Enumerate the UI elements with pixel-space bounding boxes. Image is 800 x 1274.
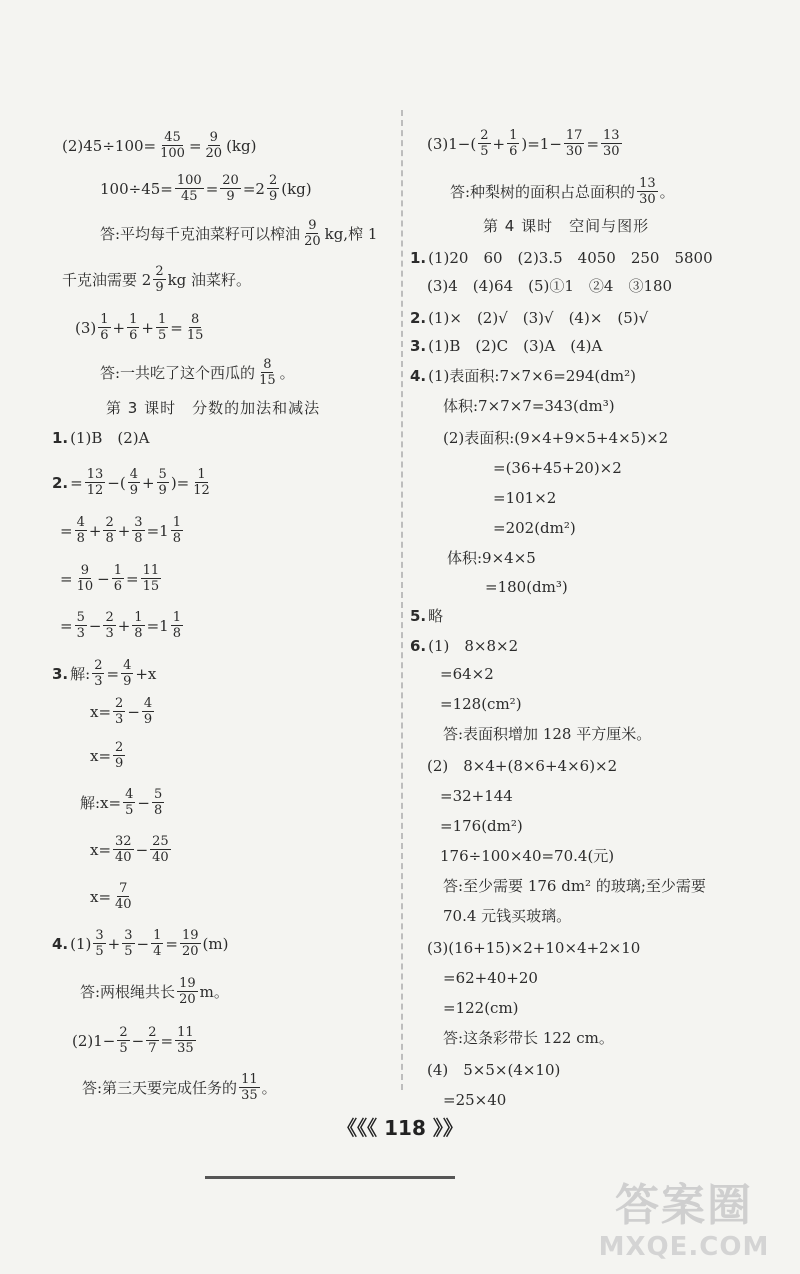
denominator: 7 — [148, 1041, 157, 1056]
fraction — [185, 312, 206, 343]
expr-text: 100÷45= — [100, 179, 173, 198]
expr-text: (1) 8×8×2 — [428, 637, 519, 655]
denominator: 8 — [153, 803, 163, 818]
denominator: 3 — [115, 712, 124, 727]
denominator: 100 — [160, 146, 185, 161]
expr-text: −( — [107, 473, 126, 492]
expr-text: + — [88, 521, 102, 540]
numerator: 1 — [134, 610, 143, 625]
expr-text: − — [97, 569, 110, 588]
denominator: 3 — [76, 626, 85, 641]
denominator: 5 — [95, 944, 104, 959]
denominator: 30 — [639, 192, 656, 207]
numerator: 17 — [565, 128, 583, 143]
expr-text: 解: — [70, 664, 91, 683]
expr-text: = — [125, 569, 139, 588]
numerator: 1 — [153, 928, 162, 943]
column-divider — [401, 110, 403, 1090]
fraction — [153, 264, 165, 295]
denominator: 9 — [155, 280, 164, 295]
denominator: 6 — [113, 579, 122, 594]
expr-text: (3)1−( — [427, 134, 477, 153]
numerator: 4 — [129, 467, 138, 482]
numerator: 3 — [95, 928, 104, 943]
numerator: 5 — [76, 610, 85, 625]
expr-text: = — [188, 136, 202, 155]
expr-text: kg,榨 1 — [324, 224, 378, 243]
numerator: 2 — [480, 128, 489, 143]
numerator: 2 — [268, 173, 278, 188]
expr-text: = — [60, 616, 73, 635]
denominator: 9 — [129, 483, 138, 498]
fraction — [204, 130, 225, 161]
question-number: 1. — [410, 249, 427, 267]
numerator: 5 — [158, 467, 167, 482]
denominator: 9 — [123, 674, 132, 689]
expr-text: − — [88, 616, 102, 635]
expr-text: (3) — [75, 318, 97, 337]
fraction — [112, 563, 124, 594]
answer-line — [410, 248, 713, 268]
denominator: 20 — [179, 992, 196, 1007]
expr-text: − — [135, 840, 149, 859]
fraction — [171, 610, 183, 641]
fraction — [239, 1072, 260, 1103]
answer-line: =101×2 — [493, 489, 557, 507]
fraction — [180, 928, 201, 959]
section-heading: 第 3 课时 分数的加法和减法 — [106, 399, 321, 417]
answer-line — [60, 610, 185, 641]
page-number-left-bracket: 《《《 — [337, 1116, 378, 1140]
numerator: 4 — [143, 696, 153, 711]
numerator: 100 — [176, 173, 202, 188]
answer-line — [52, 658, 156, 689]
answer-line — [60, 515, 185, 546]
answer-line — [90, 834, 173, 865]
question-number: 6. — [410, 637, 427, 655]
denominator: 40 — [115, 897, 132, 912]
expr-text: = — [165, 934, 178, 953]
answer-line — [80, 787, 166, 818]
question-number: 5. — [410, 607, 427, 625]
answer-line: 体积:9×4×5 — [447, 549, 536, 567]
denominator: 5 — [119, 1041, 128, 1056]
expr-text: 略 — [428, 607, 444, 625]
fraction — [92, 658, 104, 689]
question-number: 4. — [52, 934, 69, 953]
expr-text: m。 — [199, 982, 229, 1001]
answer-line — [60, 563, 163, 594]
fraction — [146, 1025, 158, 1056]
answer-line — [72, 1025, 198, 1056]
numerator: 13 — [603, 128, 620, 143]
denominator: 12 — [86, 483, 104, 498]
answer-line: =(36+45+20)×2 — [493, 459, 622, 477]
answer-line — [62, 130, 256, 161]
denominator: 30 — [565, 144, 583, 159]
expr-text: (1)× (2)√ (3)√ (4)× (5)√ — [428, 309, 649, 327]
denominator: 5 — [480, 144, 489, 159]
denominator: 8 — [172, 626, 181, 641]
fraction — [117, 1025, 129, 1056]
fraction — [121, 658, 133, 689]
answer-line: =176(dm²) — [440, 817, 523, 835]
answer-line: =128(cm²) — [440, 695, 522, 713]
fraction — [257, 357, 278, 388]
numerator: 32 — [115, 834, 132, 849]
expr-text: 。 — [279, 363, 295, 382]
denominator: 40 — [152, 850, 169, 865]
numerator: 13 — [639, 176, 656, 191]
answer-line — [100, 357, 295, 388]
answer-line: =32+144 — [440, 787, 513, 805]
expr-text: (kg) — [226, 136, 257, 155]
expr-text: − — [127, 702, 140, 721]
answer-line: =202(dm²) — [493, 519, 576, 537]
fraction — [564, 128, 585, 159]
answer-line — [80, 976, 229, 1007]
fraction — [156, 312, 168, 343]
answer-line: (2)表面积:(9×4+9×5+4×5)×2 — [443, 429, 669, 447]
denominator: 5 — [157, 328, 167, 343]
expr-text: − — [136, 934, 150, 953]
expr-text: 答:两根绳共长 — [80, 982, 176, 1001]
answer-line — [90, 881, 136, 912]
numerator: 9 — [308, 218, 317, 233]
fraction — [123, 787, 135, 818]
denominator: 8 — [134, 626, 143, 641]
numerator: 1 — [172, 610, 181, 625]
numerator: 13 — [86, 467, 104, 482]
expr-text: )=1− — [521, 134, 562, 153]
expr-text: (2)45÷100= — [62, 136, 157, 155]
denominator: 3 — [94, 674, 103, 689]
answer-line: =64×2 — [440, 665, 494, 683]
numerator: 11 — [142, 563, 160, 578]
numerator: 5 — [153, 787, 163, 802]
expr-text: (kg) — [281, 179, 312, 198]
fraction — [302, 218, 323, 249]
denominator: 10 — [76, 579, 94, 594]
denominator: 6 — [100, 328, 109, 343]
expr-text: (m) — [202, 934, 229, 953]
expr-text: = — [60, 569, 73, 588]
denominator: 45 — [181, 189, 198, 204]
numerator: 9 — [209, 130, 218, 145]
denominator: 9 — [158, 483, 167, 498]
denominator: 30 — [603, 144, 620, 159]
answer-line: (3)4 (4)64 (5)①1 ②4 ③180 — [427, 277, 673, 295]
expr-text: (1)表面积:7×7×6=294(dm²) — [428, 367, 636, 385]
denominator: 20 — [304, 234, 321, 249]
fraction — [85, 467, 106, 498]
answer-line — [410, 366, 636, 386]
denominator: 35 — [241, 1088, 258, 1103]
expr-text: − — [137, 793, 150, 812]
expr-text: 答:种梨树的面积占总面积的 — [450, 182, 636, 201]
expr-text: = — [586, 134, 600, 153]
fraction — [175, 1025, 196, 1056]
denominator: 9 — [226, 189, 235, 204]
denominator: 5 — [125, 803, 134, 818]
denominator: 15 — [142, 579, 160, 594]
fraction — [93, 928, 105, 959]
fraction — [507, 128, 519, 159]
fraction — [157, 467, 169, 498]
numerator: 2 — [115, 696, 124, 711]
denominator: 6 — [129, 328, 138, 343]
answer-line: 答:表面积增加 128 平方厘米。 — [443, 725, 652, 743]
answer-line — [90, 740, 127, 771]
numerator: 19 — [179, 976, 196, 991]
denominator: 40 — [115, 850, 132, 865]
answer-line: 70.4 元钱买玻璃。 — [443, 907, 572, 925]
denominator: 5 — [124, 944, 133, 959]
fraction — [98, 312, 110, 343]
fraction — [103, 610, 115, 641]
answer-line: 体积:7×7×7=343(dm³) — [443, 397, 615, 415]
expr-text: 答:平均每千克油菜籽可以榨油 — [100, 224, 301, 243]
expr-text: x= — [90, 702, 112, 721]
answer-line — [52, 467, 214, 498]
expr-text: x= — [90, 840, 112, 859]
answer-line — [90, 696, 156, 727]
answer-line: 答:这条彩带长 122 cm。 — [443, 1029, 614, 1047]
numerator: 2 — [155, 264, 164, 279]
denominator: 4 — [153, 944, 162, 959]
numerator: 8 — [263, 357, 272, 372]
answer-line — [62, 264, 251, 295]
expr-text: =2 — [242, 179, 265, 198]
expr-text: 解:x= — [80, 793, 122, 812]
denominator: 8 — [105, 531, 114, 546]
numerator: 20 — [222, 173, 239, 188]
fraction — [75, 515, 87, 546]
expr-text: (1)B (2)C (3)A (4)A — [428, 337, 603, 355]
numerator: 4 — [76, 515, 85, 530]
expr-text: (1) — [70, 934, 92, 953]
numerator: 8 — [190, 312, 200, 327]
expr-text: + — [141, 473, 155, 492]
answer-line — [410, 606, 443, 626]
numerator: 3 — [134, 515, 143, 530]
expr-text: = — [160, 1031, 174, 1050]
expr-text: x= — [90, 746, 112, 765]
fraction — [103, 515, 115, 546]
expr-text: = — [60, 521, 73, 540]
question-number: 3. — [410, 337, 427, 355]
answer-line: 176÷100×40=70.4(元) — [440, 847, 615, 865]
expr-text: )= — [170, 473, 190, 492]
fraction — [113, 834, 134, 865]
denominator: 15 — [186, 328, 204, 343]
numerator: 2 — [148, 1025, 157, 1040]
expr-text: − — [131, 1031, 145, 1050]
answer-line — [82, 1072, 277, 1103]
watermark-url: MXQE.COM — [598, 1232, 770, 1262]
expr-text: 。 — [659, 182, 675, 201]
expr-text: =1 — [146, 616, 169, 635]
numerator: 2 — [115, 740, 124, 755]
denominator: 8 — [172, 531, 181, 546]
answer-line: (3)(16+15)×2+10×4+2×10 — [427, 939, 641, 957]
question-number: 2. — [410, 309, 427, 327]
expr-text: = — [106, 664, 120, 683]
expr-text: + — [112, 318, 126, 337]
fraction — [637, 176, 658, 207]
expr-text: = — [205, 179, 219, 198]
answer-line — [450, 176, 675, 207]
expr-text: (2)1− — [72, 1031, 116, 1050]
answer-line — [410, 308, 648, 328]
fraction — [132, 610, 144, 641]
fraction — [177, 976, 198, 1007]
numerator: 11 — [177, 1025, 194, 1040]
fraction — [132, 515, 144, 546]
answer-line: (2) 8×4+(8×6+4×6)×2 — [427, 757, 618, 775]
fraction — [152, 787, 164, 818]
fraction — [191, 467, 212, 498]
fraction — [113, 740, 125, 771]
answer-line — [100, 173, 312, 204]
question-number: 2. — [52, 473, 69, 492]
denominator: 20 — [205, 146, 223, 161]
watermark-logo — [568, 1180, 800, 1274]
fraction — [141, 563, 162, 594]
question-number: 3. — [52, 664, 69, 683]
numerator: 2 — [105, 610, 114, 625]
answer-line: =25×40 — [443, 1091, 507, 1109]
expr-text: (1)20 60 (2)3.5 4050 250 5800 — [428, 249, 713, 267]
answer-line — [410, 636, 518, 656]
fraction — [113, 881, 134, 912]
numerator: 1 — [509, 128, 518, 143]
watermark-text: 答案圈 — [615, 1180, 753, 1231]
fraction — [171, 515, 183, 546]
answer-line: =62+40+20 — [443, 969, 538, 987]
numerator: 1 — [100, 312, 109, 327]
fraction — [220, 173, 241, 204]
numerator: 2 — [119, 1025, 128, 1040]
numerator: 2 — [94, 658, 103, 673]
question-number: 4. — [410, 367, 427, 385]
denominator: 35 — [177, 1041, 194, 1056]
denominator: 3 — [105, 626, 114, 641]
expr-text: kg 油菜籽。 — [167, 270, 252, 289]
fraction — [158, 130, 187, 161]
numerator: 1 — [129, 312, 138, 327]
answer-line — [52, 428, 150, 448]
numerator: 1 — [157, 312, 167, 327]
bottom-rule — [205, 1176, 455, 1179]
expr-text: + — [141, 318, 154, 337]
denominator: 9 — [115, 756, 124, 771]
expr-text: + — [107, 934, 121, 953]
fraction — [113, 696, 125, 727]
numerator: 25 — [152, 834, 169, 849]
expr-text: + — [117, 616, 131, 635]
answer-line: 答:至少需要 176 dm² 的玻璃;至少需要 — [443, 877, 706, 895]
denominator: 20 — [181, 944, 199, 959]
page-number-value: 118 — [384, 1116, 426, 1140]
numerator: 4 — [125, 787, 134, 802]
fraction — [127, 312, 139, 343]
fraction — [267, 173, 279, 204]
answer-line — [410, 336, 602, 356]
answer-line: =180(dm³) — [485, 578, 568, 596]
fraction — [478, 128, 490, 159]
denominator: 9 — [143, 712, 153, 727]
expr-text: = — [170, 318, 183, 337]
numerator: 4 — [123, 658, 132, 673]
fraction — [151, 928, 163, 959]
answer-line — [75, 312, 207, 343]
numerator: 9 — [80, 563, 89, 578]
numerator: 1 — [113, 563, 122, 578]
numerator: 11 — [241, 1072, 258, 1087]
answer-line — [427, 128, 624, 159]
fraction — [128, 467, 140, 498]
numerator: 1 — [172, 515, 181, 530]
denominator: 8 — [76, 531, 85, 546]
expr-text: =1 — [146, 521, 169, 540]
expr-text: = — [70, 473, 83, 492]
fraction — [150, 834, 171, 865]
numerator: 3 — [124, 928, 133, 943]
numerator: 19 — [181, 928, 199, 943]
answer-line: (4) 5×5×(4×10) — [427, 1061, 561, 1079]
numerator: 45 — [164, 130, 181, 145]
expr-text: + — [117, 521, 131, 540]
expr-text: 千克油需要 2 — [62, 270, 152, 289]
denominator: 8 — [134, 531, 143, 546]
section-heading: 第 4 课时 空间与图形 — [483, 217, 650, 235]
page-number — [330, 1112, 470, 1141]
answer-line — [100, 218, 377, 249]
expr-text: x= — [90, 887, 112, 906]
fraction — [75, 563, 96, 594]
question-number: 1. — [52, 429, 69, 447]
expr-text: +x — [135, 664, 157, 683]
expr-text: 答:一共吃了这个西瓜的 — [100, 363, 256, 382]
answer-line — [52, 928, 228, 959]
answer-line: =122(cm) — [443, 999, 519, 1017]
fraction — [601, 128, 622, 159]
expr-text: 答:第三天要完成任务的 — [82, 1078, 238, 1097]
denominator: 6 — [509, 144, 518, 159]
numerator: 1 — [197, 467, 206, 482]
expr-text: + — [492, 134, 506, 153]
numerator: 7 — [119, 881, 128, 896]
fraction — [175, 173, 204, 204]
denominator: 9 — [268, 189, 278, 204]
denominator: 12 — [193, 483, 210, 498]
expr-text: (1)B (2)A — [70, 429, 150, 447]
page-number-right-bracket: 》》 — [432, 1116, 463, 1140]
denominator: 15 — [259, 373, 276, 388]
numerator: 2 — [105, 515, 114, 530]
fraction — [142, 696, 154, 727]
expr-text: 。 — [261, 1078, 277, 1097]
fraction — [75, 610, 87, 641]
fraction — [122, 928, 134, 959]
